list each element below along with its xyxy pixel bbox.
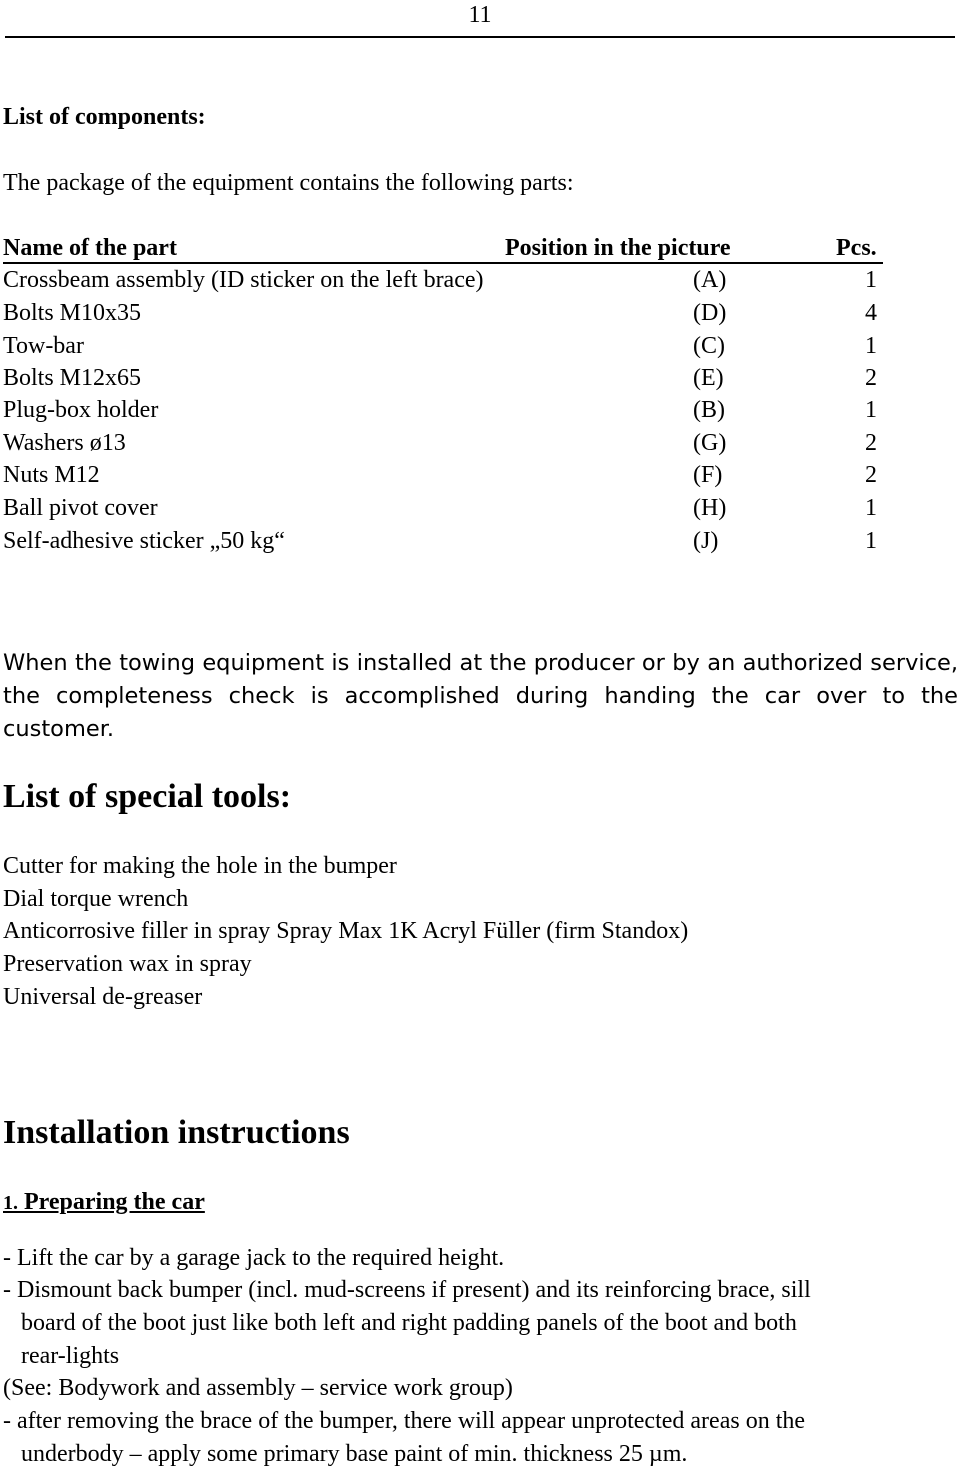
instruction-line: - Lift the car by a garage jack to the required height. bbox=[3, 1245, 505, 1271]
header-pcs: Pcs. bbox=[836, 235, 877, 261]
part-pcs: 4 bbox=[865, 300, 877, 326]
part-name: Self-adhesive sticker „50 kg“ bbox=[3, 528, 285, 554]
part-name: Crossbeam assembly (ID sticker on the left brace) bbox=[3, 267, 484, 293]
part-pcs: 1 bbox=[865, 528, 877, 554]
instruction-line: (See: Bodywork and assembly – service work group) bbox=[3, 1375, 513, 1401]
part-position: (G) bbox=[693, 430, 727, 456]
header-rule bbox=[5, 36, 955, 38]
instruction-line: rear-lights bbox=[21, 1343, 120, 1369]
note-line: the completeness check is accomplished during handing the car over to the bbox=[3, 683, 958, 709]
components-heading: List of components: bbox=[3, 104, 206, 130]
table-row bbox=[3, 528, 883, 558]
table-row bbox=[3, 267, 883, 297]
part-pcs: 1 bbox=[865, 495, 877, 521]
table-row bbox=[3, 495, 883, 525]
page-number: 11 bbox=[468, 2, 492, 28]
part-name: Washers ø13 bbox=[3, 430, 126, 456]
table-row bbox=[3, 397, 883, 427]
header-position: Position in the picture bbox=[505, 235, 731, 261]
part-pcs: 2 bbox=[865, 462, 877, 488]
note-line: When the towing equipment is installed at the producer or by an authorized service, bbox=[3, 650, 958, 676]
completeness-note bbox=[3, 647, 958, 746]
part-name: Ball pivot cover bbox=[3, 495, 158, 521]
part-pcs: 1 bbox=[865, 397, 877, 423]
part-pcs: 1 bbox=[865, 333, 877, 359]
tools-heading: List of special tools: bbox=[3, 778, 292, 815]
components-intro: The package of the equipment contains the following parts: bbox=[3, 170, 574, 196]
part-pcs: 2 bbox=[865, 430, 877, 456]
part-name: Plug-box holder bbox=[3, 397, 159, 423]
parts-table-header bbox=[3, 235, 883, 263]
list-item: Dial torque wrench bbox=[3, 886, 189, 912]
list-item: Universal de-greaser bbox=[3, 984, 203, 1010]
instruction-line: board of the boot just like both left and right padding panels of the boot and both bbox=[21, 1310, 797, 1336]
table-row bbox=[3, 300, 883, 330]
instruction-line: - Dismount back bumper (incl. mud-screens if present) and its reinforcing brace, sill bbox=[3, 1277, 811, 1303]
section-title: Preparing the car bbox=[24, 1189, 205, 1215]
table-row bbox=[3, 430, 883, 460]
list-item: Cutter for making the hole in the bumper bbox=[3, 853, 397, 879]
part-pcs: 1 bbox=[865, 267, 877, 293]
note-line: customer. bbox=[3, 716, 115, 742]
part-position: (C) bbox=[693, 333, 725, 359]
table-row bbox=[3, 365, 883, 395]
part-position: (B) bbox=[693, 397, 725, 423]
part-position: (A) bbox=[693, 267, 727, 293]
part-position: (F) bbox=[693, 462, 723, 488]
list-item: Anticorrosive filler in spray Spray Max 1K Acryl Füller (firm Standox) bbox=[3, 918, 689, 944]
part-position: (D) bbox=[693, 300, 727, 326]
installation-heading: Installation instructions bbox=[3, 1114, 350, 1151]
instruction-line: - after removing the brace of the bumper, there will appear unprotected areas on the bbox=[3, 1408, 806, 1434]
table-row bbox=[3, 462, 883, 492]
part-name: Bolts M10x35 bbox=[3, 300, 142, 326]
part-name: Nuts M12 bbox=[3, 462, 100, 488]
header-name: Name of the part bbox=[3, 235, 177, 261]
part-position: (H) bbox=[693, 495, 727, 521]
parts-table-header-underline bbox=[3, 262, 883, 264]
section-number: 1. bbox=[3, 1192, 18, 1214]
section-heading bbox=[3, 1189, 205, 1216]
part-name: Bolts M12x65 bbox=[3, 365, 142, 391]
table-row bbox=[3, 333, 883, 363]
part-position: (J) bbox=[693, 528, 719, 554]
list-item: Preservation wax in spray bbox=[3, 951, 252, 977]
part-position: (E) bbox=[693, 365, 724, 391]
part-pcs: 2 bbox=[865, 365, 877, 391]
instruction-line: underbody – apply some primary base paint of min. thickness 25 µm. bbox=[21, 1441, 688, 1467]
part-name: Tow-bar bbox=[3, 333, 84, 359]
